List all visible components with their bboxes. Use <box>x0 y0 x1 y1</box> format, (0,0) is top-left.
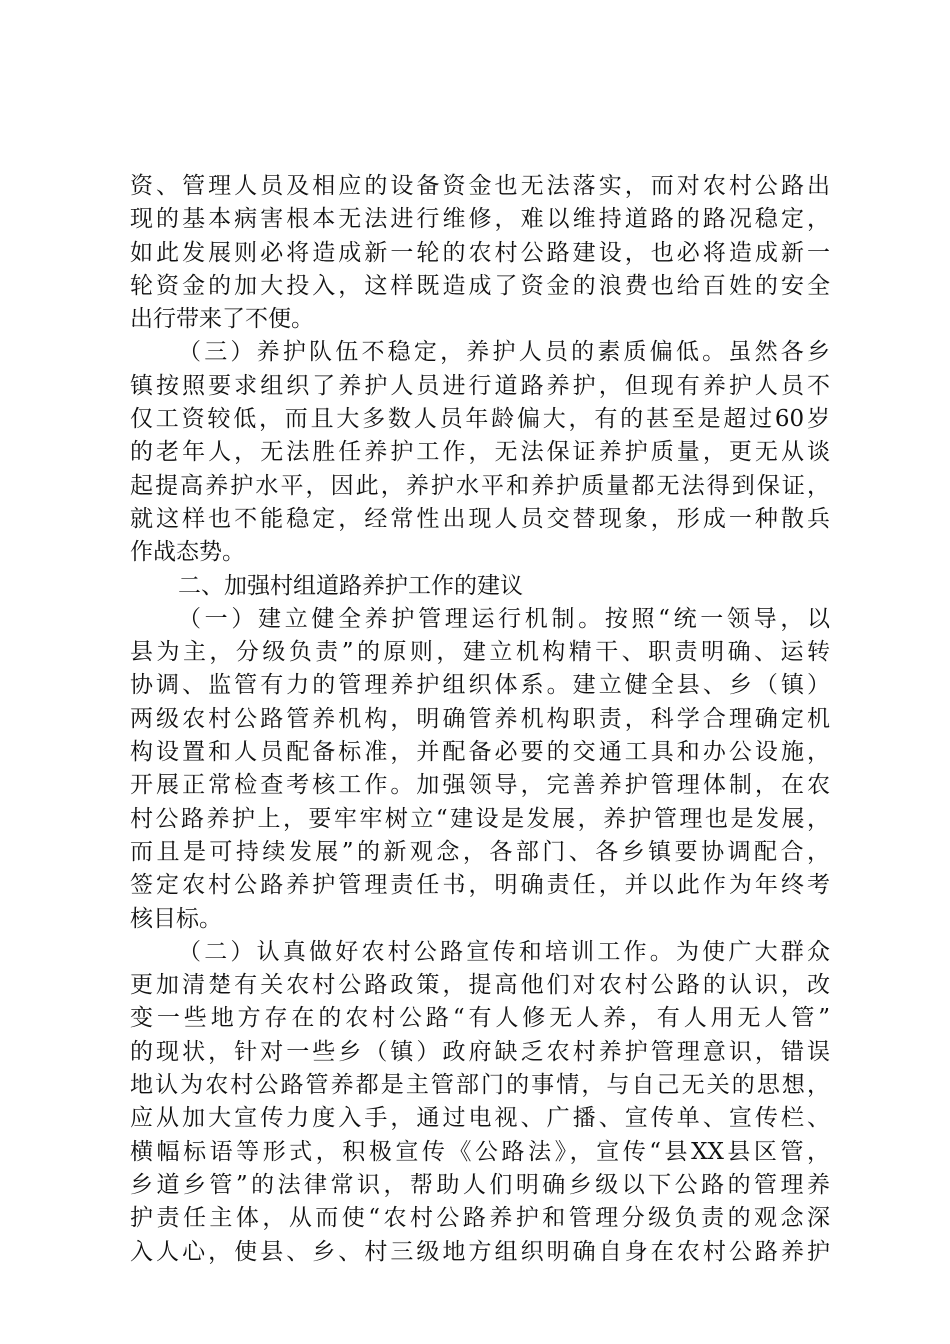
text-line: 作战态势。 <box>130 539 245 566</box>
text-line: 资、管理人员及相应的设备资金也无法落实，而对农村公路出 <box>130 173 830 199</box>
text-line: 如此发展则必将造成新一轮的农村公路建设，也必将造成新一 <box>130 239 830 266</box>
text-line: 出行带来了不便。 <box>130 306 314 333</box>
text-line: 开展正常检查考核工作。加强领导，完善养护管理体制，在农 <box>130 772 830 799</box>
text-line: 护责任主体，从而使“农村公路养护和管理分级负责的观念深 <box>130 1205 830 1232</box>
text-line: 县为主，分级负责”的原则，建立机构精干、职责明确、运转 <box>130 639 830 666</box>
text-line: 应从加大宣传力度入手，通过电视、广播、宣传单、宣传栏、 <box>130 1105 830 1132</box>
text-line: 的老年人，无法胜任养护工作，无法保证养护质量，更无从谈 <box>130 439 830 466</box>
text-line: 而且是可持续发展”的新观念，各部门、各乡镇要协调配合， <box>130 838 830 865</box>
text-line: 更加清楚有关农村公路政策，提高他们对农村公路的认识，改 <box>130 972 830 999</box>
text-line: 仅工资较低，而且大多数人员年龄偏大，有的甚至是超过60岁 <box>130 406 830 433</box>
text-line: 签定农村公路养护管理责任书，明确责任，并以此作为年终考 <box>130 872 830 899</box>
text-line: 协调、监管有力的管理养护组织体系。建立健全县、乡（镇） <box>130 672 830 699</box>
text-line: 两级农村公路管养机构，明确管养机构职责，科学合理确定机 <box>130 705 830 732</box>
text-line: 横幅标语等形式，积极宣传《公路法》，宣传“县XX县区管， <box>130 1138 830 1165</box>
text-line: 地认为农村公路管养都是主管部门的事情，与自己无关的思想， <box>130 1072 830 1099</box>
text-line: 构设置和人员配备标准，并配备必要的交通工具和办公设施， <box>130 739 830 766</box>
text-line: 起提高养护水平，因此，养护水平和养护质量都无法得到保证， <box>130 472 830 499</box>
text-line: 镇按照要求组织了养护人员进行道路养护，但现有养护人员不 <box>130 372 830 399</box>
text-line: 现的基本病害根本无法进行维修，难以维持道路的路况稳定， <box>130 206 830 233</box>
text-line: 核目标。 <box>130 905 222 932</box>
document-body <box>130 170 830 1269</box>
paragraph-first-line: （三）养护队伍不稳定，养护人员的素质偏低。虽然各乡 <box>178 339 830 366</box>
text-line: 的现状，针对一些乡（镇）政府缺乏农村养护管理意识，错误 <box>130 1038 830 1065</box>
text-line: 就这样也不能稳定，经常性出现人员交替现象，形成一种散兵 <box>130 505 830 532</box>
text-line: 变一些地方存在的农村公路“有人修无人养，有人用无人管” <box>130 1005 830 1032</box>
paragraph-first-line: （一）建立健全养护管理运行机制。按照“统一领导，以 <box>178 605 830 632</box>
paragraph-first-line: （二）认真做好农村公路宣传和培训工作。为使广大群众 <box>178 938 830 965</box>
text-line: 轮资金的加大投入，这样既造成了资金的浪费也给百姓的安全 <box>130 272 830 299</box>
text-line: 乡道乡管”的法律常识，帮助人们明确乡级以下公路的管理养 <box>130 1171 830 1198</box>
text-line: 入人心，使县、乡、村三级地方组织明确自身在农村公路养护 <box>130 1238 830 1265</box>
text-line: 村公路养护上，要牢牢树立“建设是发展，养护管理也是发展， <box>130 805 830 832</box>
paragraph-first-line: 二、加强村组道路养护工作的建议 <box>178 572 523 599</box>
